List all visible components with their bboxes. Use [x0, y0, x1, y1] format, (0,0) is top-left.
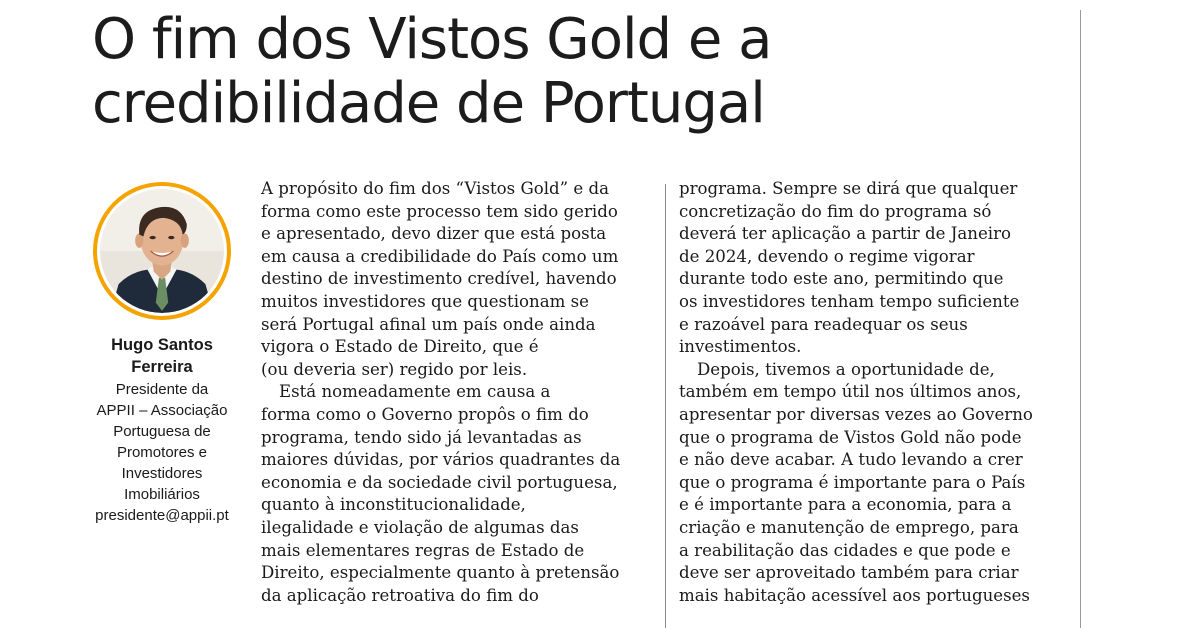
text-line: que o programa de Vistos Gold não pode	[679, 427, 1022, 447]
text-line: em causa a credibilidade do País como um	[261, 246, 619, 266]
text-line: que o programa é importante para o País	[679, 472, 1026, 492]
text-line: criação e manutenção de emprego, para	[679, 517, 1019, 537]
text-line: mais habitação acessível aos portugueses	[679, 585, 1030, 605]
author-role	[80, 379, 244, 526]
text-line: ilegalidade e violação de algumas das	[261, 517, 579, 537]
text-line: e é importante para a economia, para a	[679, 495, 1012, 515]
text-line: e razoável para readequar os seus	[679, 314, 968, 334]
text-line: investimentos.	[679, 337, 802, 357]
headline-line-1: O fim dos Vistos Gold e a	[92, 7, 772, 72]
column-divider	[665, 184, 666, 628]
author-role-line: APPII – Associação	[96, 402, 228, 419]
text-line: forma como o Governo propôs o fim do	[261, 404, 589, 424]
text-line: (ou deveria ser) regido por leis.	[261, 359, 528, 379]
text-line: apresentar por diversas vezes ao Governo	[679, 404, 1033, 424]
author-role-line: Promotores e	[116, 444, 208, 461]
text-line: da aplicação retroativa do fim do	[261, 585, 539, 605]
author-box	[80, 182, 244, 526]
author-avatar	[100, 189, 224, 313]
text-line: vigora o Estado de Direito, que é	[261, 337, 539, 357]
text-line: será Portugal afinal um país onde ainda	[261, 314, 596, 334]
author-email: presidente@appii.pt	[95, 507, 229, 524]
text-line: a reabilitação das cidades e que pode e	[679, 540, 1011, 560]
author-role-line: Presidente da	[115, 381, 209, 398]
text-line: A propósito do fim dos “Vistos Gold” e da	[261, 179, 609, 198]
text-line: e não deve acabar. A tudo levando a crer	[679, 450, 1023, 470]
text-line: quanto à inconstitucionalidade,	[261, 495, 526, 515]
article-column-1	[261, 178, 657, 607]
text-line: Direito, especialmente quanto à pretensão	[261, 563, 620, 583]
text-line: de 2024, devendo o regime vigorar	[679, 246, 975, 266]
headline-line-2: credibilidade de Portugal	[92, 71, 765, 136]
text-line: os investidores tenham tempo suficiente	[679, 291, 1020, 311]
text-line: muitos investidores que questionam se	[261, 291, 589, 311]
text-line: concretização do fim do programa só	[679, 201, 992, 221]
article-headline	[92, 8, 1052, 136]
text-line: programa, tendo sido já levantadas as	[261, 427, 582, 447]
text-line: também em tempo útil nos últimos anos,	[679, 382, 1022, 402]
text-line: e apresentado, devo dizer que está posta	[261, 224, 607, 244]
author-role-line: Portuguesa de	[113, 423, 211, 440]
text-line: deverá ter aplicação a partir de Janeiro	[679, 224, 1011, 244]
author-role-line: Imobiliários	[124, 486, 200, 503]
article-column-2	[679, 178, 1071, 607]
text-line: durante todo este ano, permitindo que	[679, 269, 1004, 289]
text-line: programa. Sempre se dirá que qualquer	[679, 179, 1018, 198]
author-name-line-1: Hugo Santos	[111, 336, 213, 354]
author-role-line: Investidores	[121, 465, 203, 482]
text-line: deve ser aproveitado também para criar	[679, 563, 1019, 583]
text-line: destino de investimento credível, havendo	[261, 269, 617, 289]
author-name	[80, 334, 244, 378]
text-line: economia e da sociedade civil portuguesa,	[261, 472, 618, 492]
text-line: Está nomeadamente em causa a	[279, 382, 551, 402]
text-line: maiores dúvidas, por vários quadrantes da	[261, 450, 621, 470]
text-line: forma como este processo tem sido gerido	[261, 201, 618, 221]
avatar-ring	[93, 182, 231, 320]
text-line: mais elementares regras de Estado de	[261, 540, 585, 560]
text-line: Depois, tivemos a oportunidade de,	[697, 359, 995, 379]
page-edge-rule	[1080, 10, 1081, 628]
author-name-line-2: Ferreira	[131, 358, 193, 376]
